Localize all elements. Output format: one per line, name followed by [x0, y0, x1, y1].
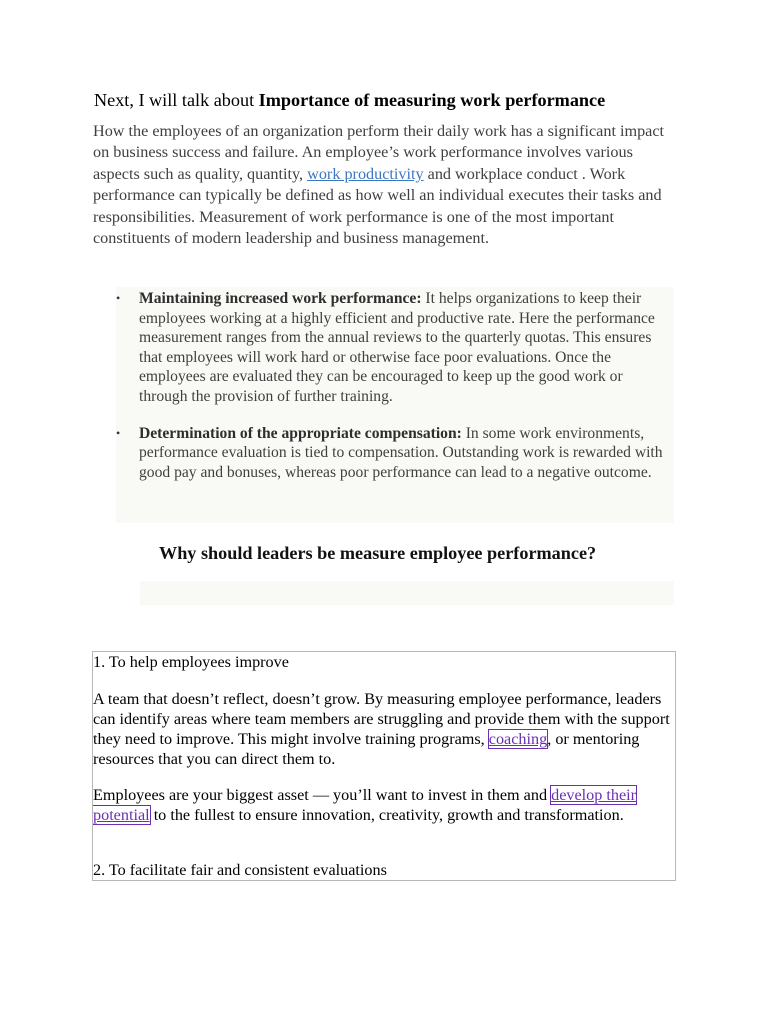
- bullet-text: In some work environments, performance evaluation is tied to compensation. Outstanding work is rewarded with good pay and bonuses, whereas poor performance can lead to a negative outcome.: [139, 424, 663, 481]
- intro-paragraph: [93, 121, 671, 249]
- reason-1-paragraph-2-text-start: Employees are your biggest asset — you’ll want to invest in them and: [93, 786, 552, 804]
- intro-paragraph-text-start: How the employees of an organization perform their daily work has a significant impact on business success and failure. An employee’s work performance involves various aspects such as quality, quantity,: [93, 122, 665, 183]
- intro-lead: Next, I will talk about: [94, 90, 259, 110]
- bullet-marker: •: [116, 291, 121, 305]
- bullet-text: It helps organizations to keep their employees working at a highly efficient and productive rate. Here the performance measurement ranges from the annual reviews to the quarterly quotas. This ensures that employees will work hard or otherwise face poor evaluations. Once the employees are evaluated they can be encouraged to keep up the good work or through the provision of further training.: [139, 290, 655, 405]
- reason-1-paragraph-1-text-start: A team that doesn’t reflect, doesn’t grow. By measuring employee performance, leaders can identify areas where team members are struggling and provide them with the support they need to improve. This might involve training programs,: [93, 690, 670, 748]
- develop-their-potential-link[interactable]: develop their potential: [93, 786, 637, 824]
- reason-1-paragraph-2: [93, 785, 675, 825]
- bullet-marker: •: [116, 425, 121, 440]
- reason-1-paragraph-2-text-end: to the fullest to ensure innovation, creativity, growth and transformation.: [149, 806, 624, 824]
- reason-1-paragraph-1: [93, 689, 675, 769]
- bullet-title: Maintaining increased work performance:: [139, 290, 422, 307]
- coaching-link[interactable]: coaching: [488, 730, 548, 748]
- reasons-box: [92, 651, 676, 881]
- intro-topic: Importance of measuring work performance: [258, 90, 606, 110]
- reason-1-title: 1. To help employees improve: [93, 653, 289, 671]
- empty-panel-strip: [140, 581, 674, 605]
- intro-line: [94, 89, 694, 111]
- reason-2-title: 2. To facilitate fair and consistent evaluations: [93, 861, 387, 879]
- bullet-item-compensation: [116, 424, 669, 483]
- intro-paragraph-text-end: and workplace conduct . Work performance can typically be defined as how well an individual executes their tasks and responsibilities. Measurement of work performance is one of the most important constituents of modern leadership and business management.: [93, 164, 662, 248]
- reason-1-paragraph-1-text-end: , or mentoring resources that you can direct them to.: [93, 730, 640, 768]
- why-heading: Why should leaders be measure employee performance?: [159, 543, 597, 563]
- bullet-item-maintaining-performance: [116, 289, 669, 407]
- bullet-list: [116, 289, 669, 482]
- bullet-title: Determination of the appropriate compensation:: [139, 424, 462, 442]
- work-productivity-link[interactable]: work productivity: [307, 164, 424, 183]
- bullet-panel: [116, 287, 674, 523]
